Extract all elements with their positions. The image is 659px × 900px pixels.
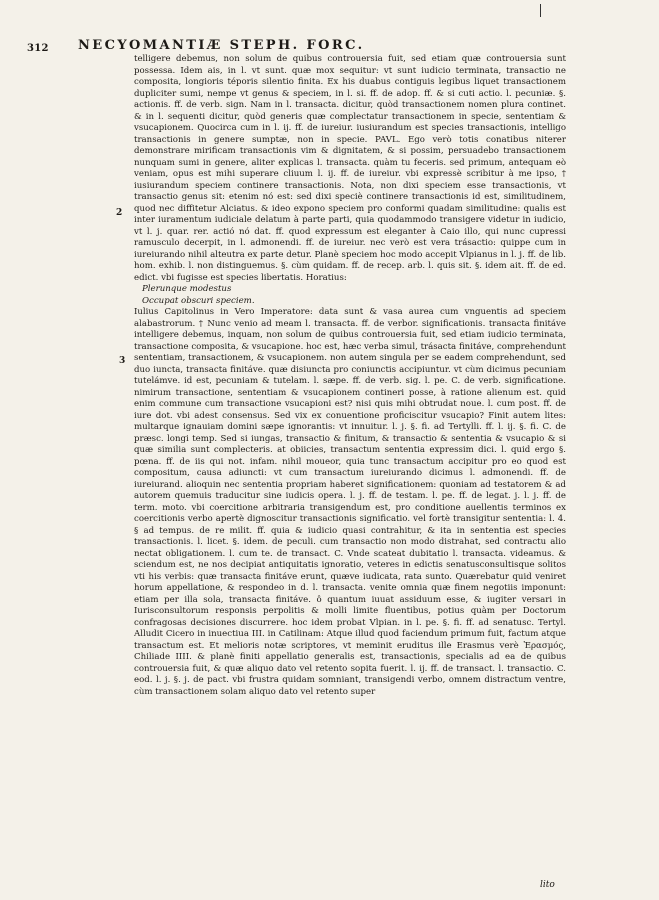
paragraph-1: telligere debemus, non solum de quibus controuersia fuit, sed etiam quæ controuersia sunt possessa. Idem ais, in l. vt sunt. quæ mox sequitur: vt sunt iudicio terminata, transactio ne composita, longioris téporis silentio finita. Ex his duabus contiguis legibus liquet transactionem dupliciter sumi, nempe vt genus & speciem, in l. si. ff. de adop. ff. & si cuti actio. l. pecuniæ. §. actionis. ff. de verb. sign. Nam in l. transacta. dicitur, quòd transactionem nomen plura continet. & in l. sequenti dicitur, quòd generis quæ complectatur transactionem in specie, sententiam & vsucapionem. Quocirca cum in l. ij. ff. de iureiur. iusiurandum est species transactionis, intelligo transactionis in genere sumptæ, non in specie. PAVL. Ego verò totis conatibus niterer demonstrare mirificam transactionis vim & dignitatem, & si possim, persuadebo transactionem nunquam sumi in genere, aliter explicas l. transacta. quàm tu feceris. sed primum, antequam eò veniam, opus est mihi superare cliuum l. ij. ff. de iureiur. vbi expressè scribitur à me ipso, † iusiurandum speciem continere transactionis. Nota, non dixi speciem esse transactionis, vt transactio genus sit: etenim nó est: sed dixi speciè continere transactionis id est, similitudinem, quod nec diffitetur Alciatus. & ideo expono speciem pro conformi quadam similitudine: qualis est inter iuramentum iudiciale delatum à parte parti, quia quodammodo transigere videtur in iudicio, vt l. j. quar. rer. actió nó dat. ff. quod expressum est eleganter à Caio illo, qui nunc cupressi ramusculo decerpit, in l. admonendi. ff. de iureiur. nec verò est vera trásactio: quippe cum in iureiurando nihil alteutra ex parte detur. Planè speciem hoc modo accepit Vlpianus in l. j. ff. de lib. hom. exhib. l. non distinguemus. §. cùm quidam. ff. de recep. arb. l. quis sit. §. idem ait. ff. de ed. edict. vbi fugisse est species libertatis. Horatius: bbox=[134, 54, 566, 283]
verse-line-1: Plerunque modestus bbox=[142, 284, 232, 294]
body-text bbox=[134, 54, 566, 698]
printer-mark bbox=[540, 4, 541, 17]
verse-line-2: Occupat obscuri speciem. bbox=[142, 295, 255, 306]
paragraph-2: Iulius Capitolinus in Vero Imperatore: data sunt & vasa aurea cum vnguentis ad speciem alabastrorum. † Nunc venio ad meam l. transacta. ff. de verbor. significationis. transacta finitáve intelligere debemus, inquam, non solum de quibus controuersia fuit, sed etiam iudicio terminata, transactione composita, & vsucapione. hoc est, hæc verba simul, trásacta finitáve, comprehendunt sententiam, transactionem, & vsucapionem. non autem singula per se eadem comprehendunt, sed duo iuncta, transacta finitáve. quæ disiuncta pro coniunctis accipiuntur. vt cùm dicimus pecuniam tutelámve. id est, pecuniam & tutelam. l. sæpe. ff. de verb. sig. l. pe. C. de verb. significatione. nimirum transactione, sententiam & vsucapionem contineri posse, à ratione alienum est. quid enim commune cum transactione vsucapioni est? nisi quis mihi obtrudat noue. l. cum post. ff. de iure dot. vbi adest consensus. Sed vix ex conuentione proficiscitur vsucapio? Finit autem lites: multarque ignauiam domini sæpe ignorantis: vt innuitur. l. j. §. fi. ad Tertylli. ff. l. ij. §. fi. C. de præsc. longi temp. Sed si iungas, transactio & finitum, & transactio & sententia & vsucapio & si quæ similia sunt complecteris. at obiicies, transactum sententia expressim dici. l. quid ergo §. pœna. ff. de iis qui not. infam. nihil moueor, quia tunc transactum accipitur pro eo quod est compositum, causa adiuncti: vt cum transactum iureiurando dicimus l. admonendi. ff. de iureiurand. alioquin nec sententia propriam haberet significationem: quoniam ad testatorem & ad autorem quemuis traducitur sine iudicis opera. l. j. ff. de testam. l. pe. ff. de legat. j. l. j. ff. de term. moto. vbi coercitione arbitraria transigendum est, pro conditione auellentis terminos ex coercitionis verbo apertè dignoscitur transactionis significatio. vel fortè transigitur sententia: l. 4. § ad tempus. de re milit. ff. quia & iudicio quasi contrahitur, & ita in sententia est species transactionis. l. licet. §. idem. de peculi. cum transactio non modo distrahat, sed contractu alio nectat obligationem. l. cum te. de transact. C. Vnde scateat dubitatio l. transacta. videamus. & sciendum est, ne nos decipiat antiquitatis ignoratio, veteres in edictis senatusconsultisque solitos vti his verbis: quæ transacta finitáve erunt, quæve iudicata, rata sunto. Quærebatur quid veniret horum appellatione, & respondeo in d. l. transacta. venite omnia quæ finem negotiis imponunt: etiam per illa sola, transacta finitáve. ô quantum iuuat assiduum esse, & iugiter versari in Iurisconsultorum responsis perpolitis & molli limite fluentibus, potius quàm per Doctorum confragosas decisiones discurrere. hoc idem probat Vlpian. in l. pe. §. fi. ff. ad senatusc. Tertyl. Alludit Cicero in inuectiua III. in Catilinam: Atque illud quod faciendum primum fuit, factum atque transactum est. Et melioris notæ scriptores, vt meminit eruditus ille Erasmus verè Ἐρασμός, Chiliade IIII. & planè finiti appellatio generalis est, transactionis, specialis ad ea de quibus controuersia fuit, & quæ aliquo dato vel retento sopita fuerit. l. ij. ff. de transact. l. transactio. C. eod. l. j. §. j. de pact. vbi frustra quidam somniant, transigendi verbo, omnem distractum ventre, cùm transactionem solam aliquo dato vel retento super bbox=[134, 307, 566, 697]
catch-word: lito bbox=[540, 880, 555, 890]
margin-marker-3: 3 bbox=[119, 356, 126, 366]
running-title: NECYOMANTIÆ STEPH. FORC. bbox=[78, 38, 365, 53]
margin-marker-2: 2 bbox=[116, 208, 123, 218]
page-number: 312 bbox=[27, 43, 49, 54]
